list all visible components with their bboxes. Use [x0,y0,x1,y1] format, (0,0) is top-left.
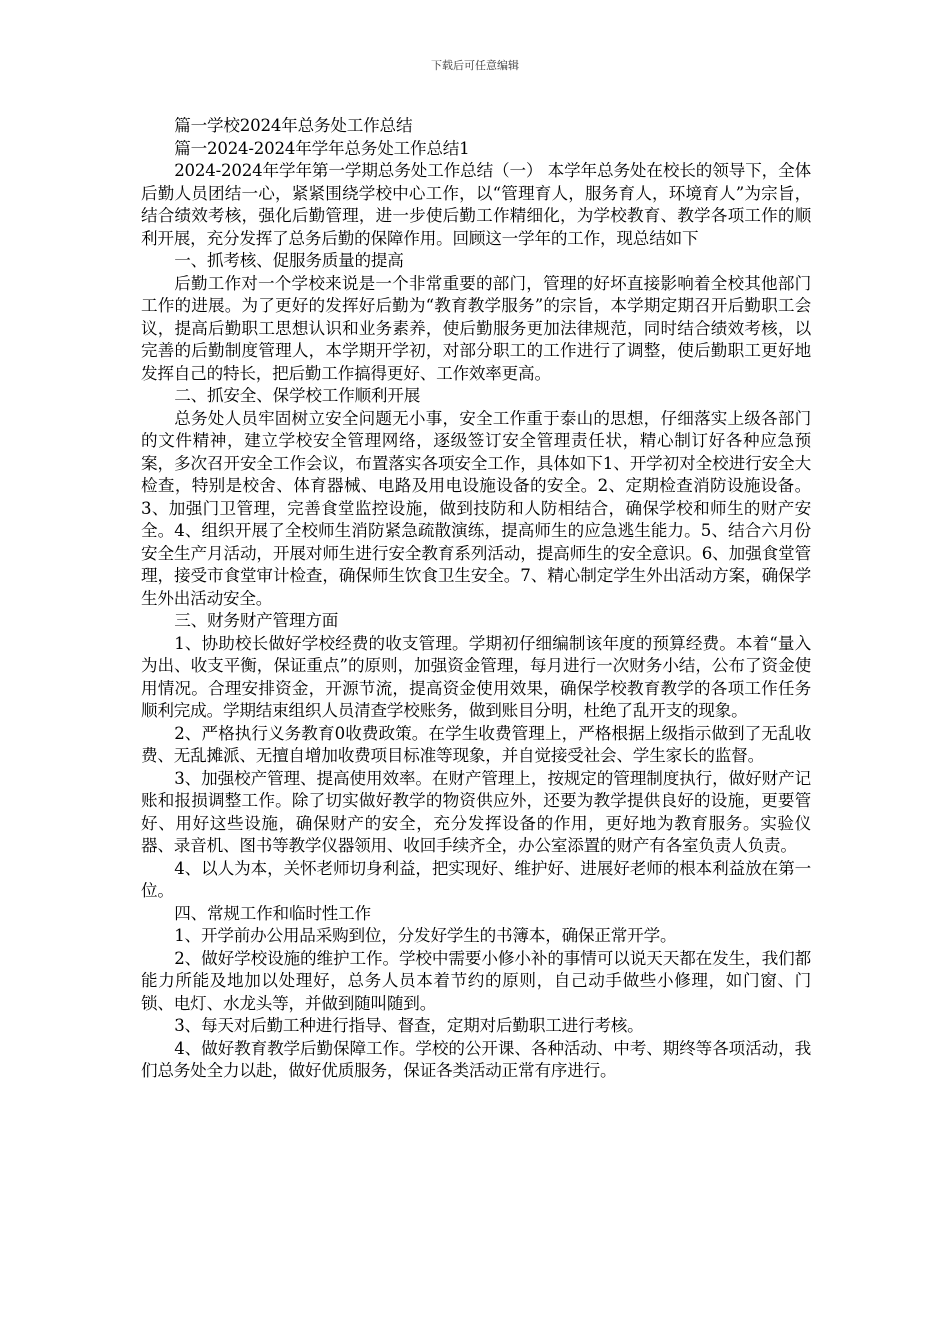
body-paragraph: 3、每天对后勤工种进行指导、督查，定期对后勤职工进行考核。 [174,1016,644,1035]
body-paragraph: 3、加强校产管理、提高使用效率。在财产管理上，按规定的管理制度执行，做好财产记账和报损调整工作。除了切实做好教学的物资供应外，还要为教学提供良好的设施，更要管好、用好这些设施，确保财产的安全，充分发挥设备的作用，更好地为教育服务。实验仪器、录音机、图书等教学仪器领用、收回手续齐全，办公室添置的财产有各室负责人负责。 [141,768,811,855]
doc-subtitle: 篇一2024-2024年学年总务处工作总结1 [174,138,470,158]
body-paragraph: 4、以人为本，关怀老师切身利益，把实现好、维护好、进展好老师的根本利益放在第一位。 [141,858,811,900]
body-paragraph: 2024-2024年学年第一学期总务处工作总结（一） 本学年总务处在校长的领导下，全体后勤人员团结一心，紧紧围绕学校中心工作，以“管理育人，服务育人，环境育人”为宗旨，结合绩效考核，强化后勤管理，进一步使后勤工作精细化，为学校教育、教学各项工作的顺利开展，充分发挥了总务后勤的保障作用。回顾这一学年的工作，现总结如下 [141,161,811,248]
download-note: 下载后可任意编辑 [431,59,519,72]
section-heading: 四、常规工作和临时性工作 [174,903,371,923]
body-paragraph: 2、严格执行义务教育0收费政策。在学生收费管理上，严格根据上级指示做到了无乱收费、无乱摊派、无擅自增加收费项目标准等现象，并自觉接受社会、学生家长的监督。 [141,723,811,765]
body-paragraph: 后勤工作对一个学校来说是一个非常重要的部门，管理的好坏直接影响着全校其他部门工作的进展。为了更好的发挥好后勤为“教育教学服务”的宗旨，本学期定期召开后勤职工会议，提高后勤职工思想认识和业务素养，使后勤服务更加法律规范，同时结合绩效考核，以完善的后勤制度管理人，本学期开学初，对部分职工的工作进行了调整，使后勤职工更好地发挥自己的特长，把后勤工作搞得更好、工作效率更高。 [141,273,811,383]
body-paragraph: 2、做好学校设施的维护工作。学校中需要小修小补的事情可以说天天都在发生，我们都能力所能及地加以处理好，总务人员本着节约的原则，自己动手做些小修理，如门窗、门锁、电灯、水龙头等，并做到随叫随到。 [141,948,811,1013]
section-heading: 一、抓考核、促服务质量的提高 [174,251,404,270]
section-heading: 三、财务财产管理方面 [174,611,339,630]
body-paragraph: 1、开学前办公用品采购到位，分发好学生的书簿本，确保正常开学。 [174,926,677,945]
body-paragraph: 4、做好教育教学后勤保障工作。学校的公开课、各种活动、中考、期终等各项活动，我们总务处全力以赴，做好优质服务，保证各类活动正常有序进行。 [141,1038,811,1080]
doc-title: 篇一学校2024年总务处工作总结 [174,116,413,135]
document-body [141,115,811,1083]
body-paragraph: 总务处人员牢固树立安全问题无小事，安全工作重于泰山的思想，仔细落实上级各部门的文件精神，建立学校安全管理网络，逐级签订安全管理责任状，精心制订好各种应急预案，多次召开安全工作会议，布置落实各项安全工作，具体如下1、开学初对全校进行安全大检查，特别是校舍、体育器械、电路及用电设施设备的安全。2、定期检查消防设施设备。3、加强门卫管理，完善食堂监控设施，做到技防和人防相结合，确保学校和师生的财产安全。4、组织开展了全校师生消防紧急疏散演练，提高师生的应急逃生能力。5、结合六月份安全生产月活动，开展对师生进行安全教育系列活动，提高师生的安全意识。6、加强食堂管理，接受市食堂审计检查，确保师生饮食卫生安全。7、精心制定学生外出活动方案，确保学生外出活动安全。 [141,408,811,608]
section-heading: 二、抓安全、保学校工作顺利开展 [174,386,421,405]
body-paragraph: 1、协助校长做好学校经费的收支管理。学期初仔细编制该年度的预算经费。本着“量入为出、收支平衡，保证重点”的原则，加强资金管理，每月进行一次财务小结，公布了资金使用情况。合理安排资金，开源节流，提高资金使用效果，确保学校教育教学的各项工作任务顺利完成。学期结束组织人员清查学校账务，做到账目分明，杜绝了乱开支的现象。 [141,633,811,720]
